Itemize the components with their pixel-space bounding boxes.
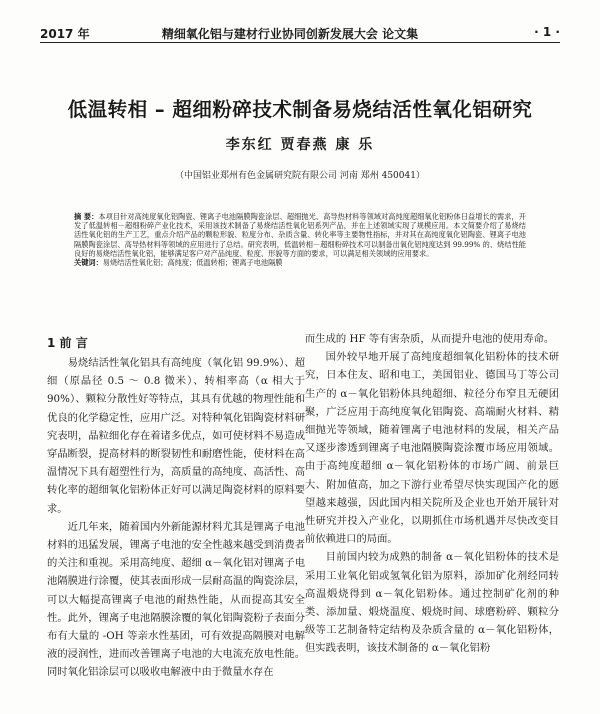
header-year: 2017 年 bbox=[40, 27, 90, 41]
paper-title: 低温转相 – 超细粉碎技术制备易烧结活性氧化铝研究 bbox=[67, 98, 533, 121]
abstract-label: 摘 要： bbox=[74, 212, 99, 221]
keywords-line bbox=[74, 258, 526, 267]
paper-authors: 李东红 贾春燕 康 乐 bbox=[225, 137, 375, 153]
body-paragraph-continuation: 而生成的 HF 等有害杂质，从而提升电池的使用寿命。 bbox=[305, 333, 555, 345]
right-column bbox=[305, 330, 559, 658]
body-paragraph: 目前国内较为成熟的制备 α－氧化铝粉体的技术是采用工业氧化铝或氢氧化铝为原料，添加矿化剂经同转高温煅烧得到 α－氧化铝粉体。通过控制矿化剂的种类、添加量、煅烧温度、煅烧时间、球磨粉碎、颗粒分级等工艺制备特定结构及杂质含量的 α－氧化铝粉体，但实践表明，该技术制备的 α－氧化铝粉 bbox=[305, 551, 559, 655]
running-header bbox=[40, 20, 560, 40]
body-paragraph: 易烧结活性氧化铝具有高纯度（氧化铝 99.9%）、超细（原晶径 0.5 ～ 0.8 微米）、转相率高（α 相大于 90%）、颗粒分散性好等特点，其具有优越的物理性能和优良的化学稳定性，应用广泛。对特种氧化铝陶瓷材料研究表明，晶粒细化存在着诸多优点，如可使材料不易造成穿晶断裂，提高材料的断裂韧性和耐磨性能，使材料在高温情况下具有超塑性行为，高质量的高纯度、高活性、高转化率的超细氧化铝粉体正好可以满足陶瓷材料的原料要求。 bbox=[47, 357, 305, 515]
left-column bbox=[47, 330, 305, 682]
header-journal-title: 精细氧化铝与建材行业协同创新发展大会 论文集 bbox=[161, 27, 419, 41]
abstract-text: 本项目针对高纯度氧化铝陶瓷、锂离子电池隔膜陶瓷涂层、超细抛光、高导热材料等领域对高纯度超细氧化铝粉体日益增长的需求，开发了低温转相－超细粉碎产业化技术，采用该技术制备了易烧结活性氧化铝系列产品，并在上述领域实现了规模应用。本文简要介绍了易烧结活性氧化铝的生产工艺，重点介绍产品的颗粒形貌、粒度分布、杂质含量、转化率等主要物性指标，并对其在高纯度氧化铝陶瓷、锂离子电池隔膜陶瓷涂层、高导热材料等领域的应用进行了总结。研究表明，低温转相－超细粉碎技术可以制备出氧化铝纯度达到 99.99% 的、烧结性能良好的易烧结活性氧化铝，能够满足客户对产品纯度、粒度、形貌等方面的要求，可以满足相关领域的应用要求。 bbox=[74, 212, 526, 258]
section-heading-introduction: 1 前 言 bbox=[47, 336, 88, 350]
keywords-text: 易烧结活性氧化铝；高纯度；低温转相；锂离子电池隔膜 bbox=[102, 258, 283, 268]
abstract-block bbox=[74, 212, 526, 267]
header-page-number: · 1 · bbox=[534, 25, 560, 39]
body-paragraph: 国外较早地开展了高纯度超细氧化铝粉体的技术研究，日本住友、昭和电工，美国铝业、德国马丁等公司生产的 α－氧化铝粉体具纯超细、粒径分布窄且无硬团聚，广泛应用于高纯度氧化铝陶瓷、高端耐火材料、精细抛光等领域，随着锂离子电池材料的发展，相关产品又逐步渗透到锂离子电池隔膜陶瓷涂覆市场应用领域。由于高纯度超细 α－氧化铝粉体的市场广阔、前景巨大、附加值高，加之下游行业希望尽快实现国产化的愿望越来越强，因此国内相关院所及企业也开始开展针对性研究并投入产业化，以期抓住市场机遇并尽快改变目前依赖进口的局面。 bbox=[305, 351, 559, 546]
keywords-label: 关键词： bbox=[74, 258, 103, 268]
body-paragraph: 近几年来，随着国内外新能源材料尤其是锂离子电池材料的迅猛发展，锂离子电池的安全性越来越受到消费者的关注和重视。采用高纯度、超细 α－氧化铝对锂离子电池隔膜进行涂覆，使其表面形成一层耐高温的陶瓷涂层，可以大幅提高锂离子电池的耐热性能，从而提高其安全性。此外，锂离子电池隔膜涂覆的氧化铝陶瓷粉子表面分布有大量的 -OH 等亲水性基团，可有效提高隔膜对电解液的浸润性，进而改善锂离子电池的大电流充放电性能。同时氧化铝涂层可以吸收电解液中由于微量水存在 bbox=[47, 520, 305, 679]
paper-affiliation: （中国铝业郑州有色金属研究院有限公司 河南 郑州 450041） bbox=[175, 171, 425, 181]
header-rule bbox=[40, 42, 560, 43]
